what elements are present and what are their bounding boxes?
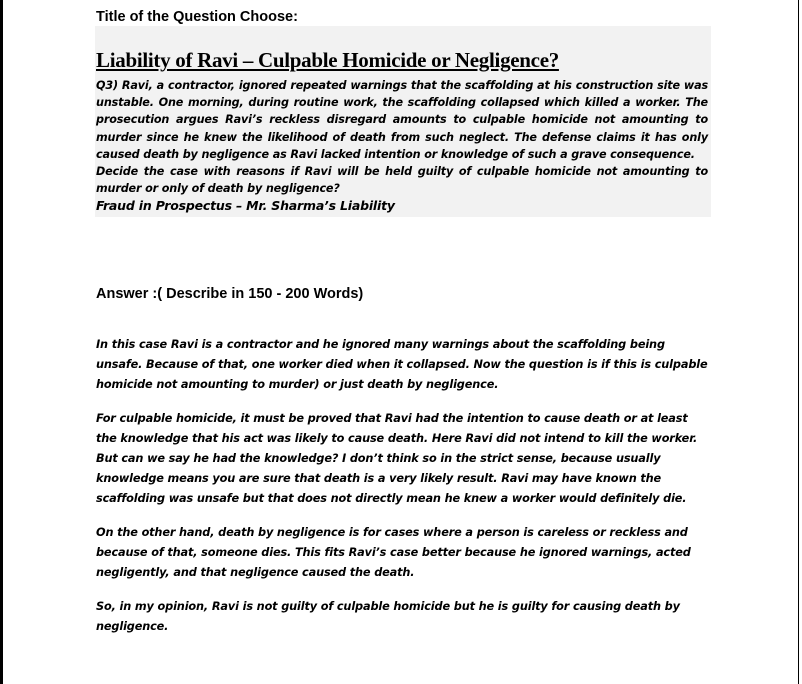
- question-title: Liability of Ravi – Culpable Homicide or Negligence?: [96, 48, 559, 72]
- page-right-border: [798, 0, 799, 684]
- answer-paragraph: So, in my opinion, Ravi is not guilty of culpable homicide but he is guilty for causing death by negligence.: [96, 600, 680, 633]
- question-subtitle: Fraud in Prospectus – Mr. Sharma’s Liability: [96, 198, 395, 213]
- answer-paragraph: In this case Ravi is a contractor and he ignored many warnings about the scaffolding being unsafe. Because of that, one worker died when it collapsed. Now the question is if this is culpable homicide not amounting to murder) or just death by negligence.: [96, 338, 708, 391]
- answer-paragraph: On the other hand, death by negligence is for cases where a person is careless or reckless and because of that, someone dies. This fits Ravi’s case better because he ignored warnings, acted negligently, and that negligence caused the death.: [96, 526, 691, 579]
- page-left-border: [0, 0, 3, 684]
- question-body: [96, 77, 708, 197]
- question-section-label: Title of the Question Choose:: [96, 9, 298, 25]
- answer-paragraph: For culpable homicide, it must be proved that Ravi had the intention to cause death or at least the knowledge that his act was likely to cause death. Here Ravi did not intend to kill the worker. But can we say he had the knowledge? I don’t think so in the strict sense, because usually knowledge means you are sure that death is a very likely result. Ravi may have known the scaffolding was unsafe but that does not directly mean he knew a worker would definitely die.: [96, 412, 698, 505]
- question-prompt: Decide the case with reasons if Ravi will be held guilty of culpable homicide not amounting to murder or only of death by negligence?: [96, 165, 708, 196]
- answer-section-label: Answer :( Describe in 150 - 200 Words): [96, 286, 364, 302]
- question-text: Q3) Ravi, a contractor, ignored repeated warnings that the scaffolding at his construction site was unstable. One morning, during routine work, the scaffolding collapsed which killed a worker. The prosecution argues Ravi’s reckless disregard amounts to culpable homicide not amounting to murder since he knew the likelihood of death from such neglect. The defense claims it has only caused death by negligence as Ravi lacked intention or knowledge of such a grave consequence.: [96, 79, 708, 161]
